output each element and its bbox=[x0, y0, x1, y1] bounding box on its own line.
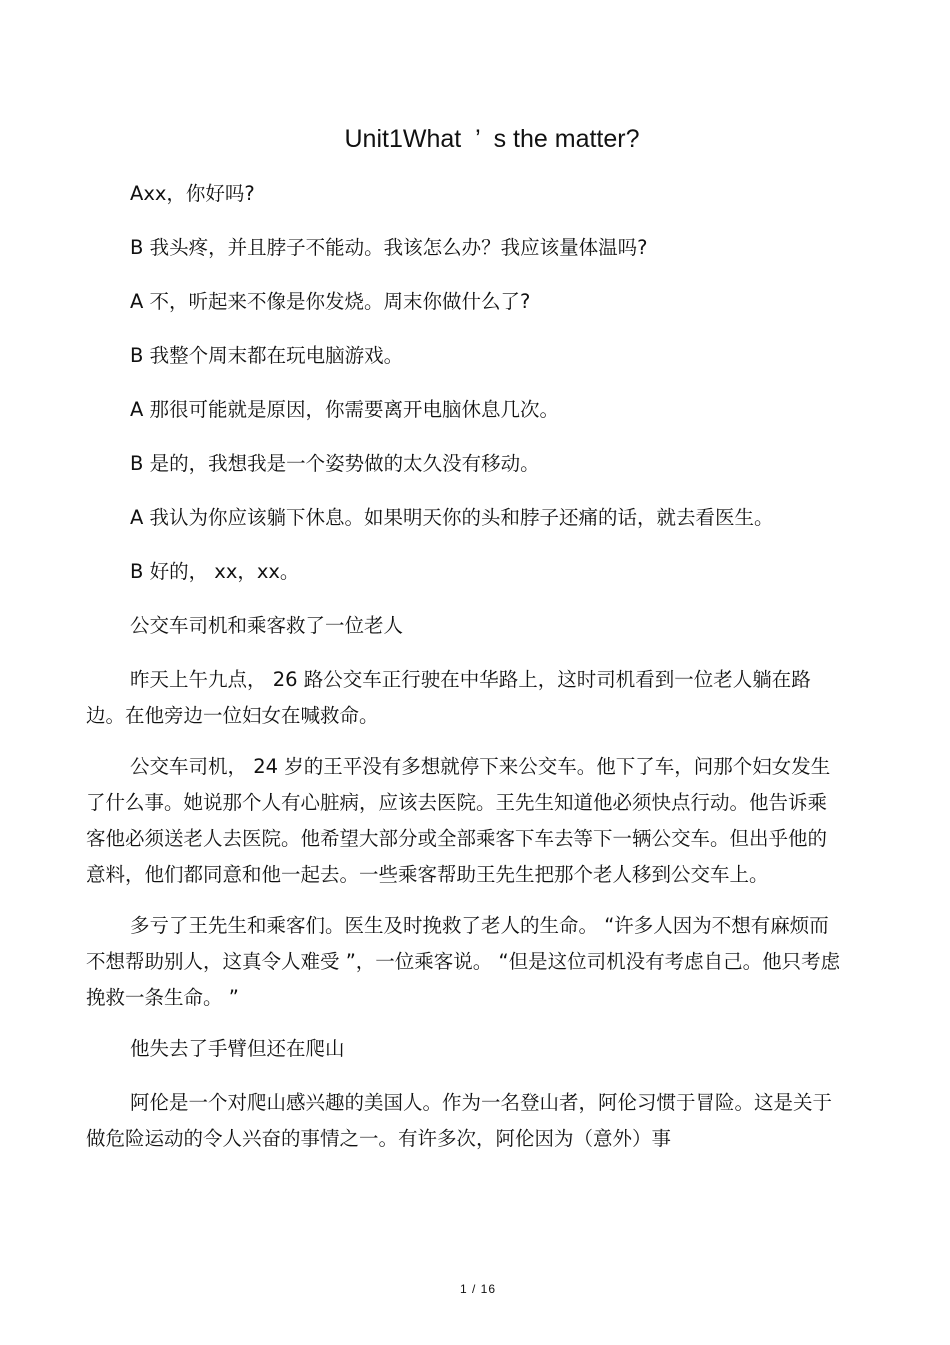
paragraph-5: A 那很可能就是原因，你需要离开电脑休息几次。 bbox=[130, 398, 560, 421]
document-title: Unit1What ’ s the matter? bbox=[344, 125, 640, 153]
paragraph-14: 阿伦是一个对爬山感兴趣的美国人。作为一名登山者，阿伦习惯于冒险。这是关于做危险运动的令人兴奋的事情之一。有许多次，阿伦因为（意外）事 bbox=[86, 1091, 833, 1150]
document-body bbox=[86, 176, 846, 1175]
paragraph-6: B 是的，我想我是一个姿势做的太久没有移动。 bbox=[130, 452, 540, 475]
paragraph-11: 公交车司机， 24 岁的王平没有多想就停下来公交车。他下了车，问那个妇女发生了什么事。她说那个人有心脏病，应该去医院。王先生知道他必须快点行动。他告诉乘客他必须送老人去医院。他希望大部分或全部乘客下车去等下一辆公交车。但出乎他的意料，他们都同意和他一起去。一些乘客帮助王先生把那个老人移到公交车上。 bbox=[86, 755, 831, 886]
paragraph-7: A 我认为你应该躺下休息。如果明天你的头和脖子还痛的话，就去看医生。 bbox=[130, 506, 774, 529]
paragraph-8: B 好的， xx，xx。 bbox=[130, 560, 300, 583]
paragraph-1: Axx，你好吗? bbox=[130, 182, 255, 205]
paragraph-2: B 我头疼，并且脖子不能动。我该怎么办？我应该量体温吗? bbox=[130, 236, 648, 259]
paragraph-3: A 不，听起来不像是你发烧。周末你做什么了? bbox=[130, 290, 531, 313]
section-heading-bus-driver: 公交车司机和乘客救了一位老人 bbox=[130, 614, 404, 637]
paragraph-4: B 我整个周末都在玩电脑游戏。 bbox=[130, 344, 404, 367]
page-indicator: 1 / 16 bbox=[459, 1282, 497, 1296]
paragraph-12: 多亏了王先生和乘客们。医生及时挽救了老人的生命。 “许多人因为不想有麻烦而不想帮助别人，这真令人难受 ”，一位乘客说。 “但是这位司机没有考虑自己。他只考虑挽救一条生命。 ” bbox=[86, 914, 841, 1009]
paragraph-10: 昨天上午九点， 26 路公交车正行驶在中华路上，这时司机看到一位老人躺在路边。在他旁边一位妇女在喊救命。 bbox=[86, 668, 811, 727]
section-heading-climber: 他失去了手臂但还在爬山 bbox=[130, 1037, 345, 1060]
